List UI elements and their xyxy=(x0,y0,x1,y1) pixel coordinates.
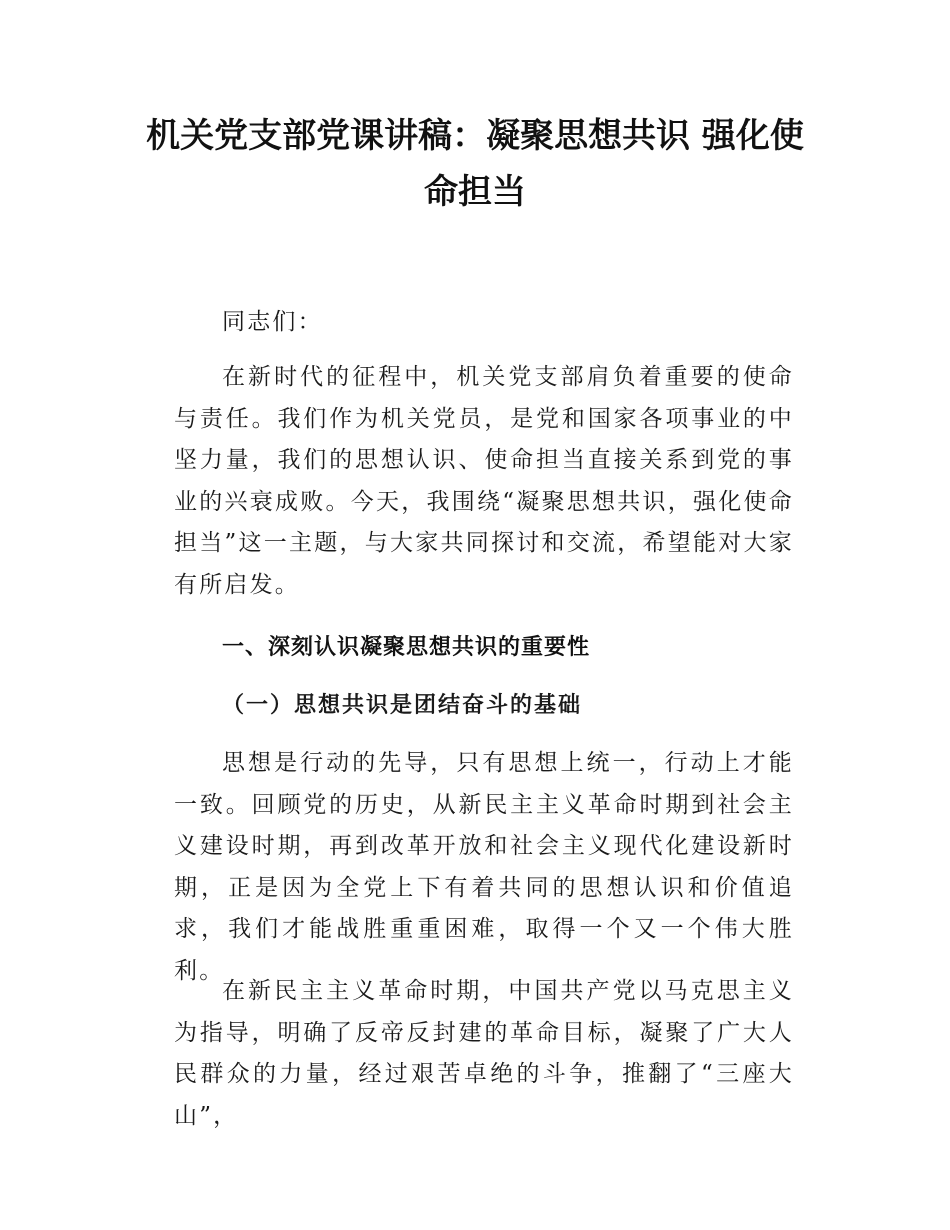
salutation: 同志们： xyxy=(222,309,323,335)
subsection-heading-1: （一）思想共识是团结奋斗的基础 xyxy=(222,692,583,718)
title-line-2: 命担当 xyxy=(424,172,526,212)
document-title xyxy=(120,108,830,220)
title-line-1: 机关党支部党课讲稿：凝聚思想共识 强化使 xyxy=(146,116,804,156)
intro-paragraph: 在新时代的征程中，机关党支部肩负着重要的使命与责任。我们作为机关党员，是党和国家各项事业的中坚力量，我们的思想认识、使命担当直接关系到党的事业的兴衰成败。今天，我围绕“凝聚思想共识，强化使命担当”这一主题，与大家共同探讨和交流，希望能对大家有所启发。 xyxy=(174,364,794,598)
body-paragraph-3: 在新民主主义革命时期，中国共产党以马克思主义为指导，明确了反帝反封建的革命目标，凝聚了广大人民群众的力量，经过艰苦卓绝的斗争，推翻了“三座大山”， xyxy=(174,978,794,1129)
body-paragraph-2: 思想是行动的先导，只有思想上统一，行动上才能一致。回顾党的历史，从新民主主义革命时期到社会主义建设时期，再到改革开放和社会主义现代化建设新时期，正是因为全党上下有着共同的思想认识和价值追求，我们才能战胜重重困难，取得一个又一个伟大胜利。 xyxy=(174,750,794,984)
section-heading-1: 一、深刻认识凝聚思想共识的重要性 xyxy=(222,635,591,660)
